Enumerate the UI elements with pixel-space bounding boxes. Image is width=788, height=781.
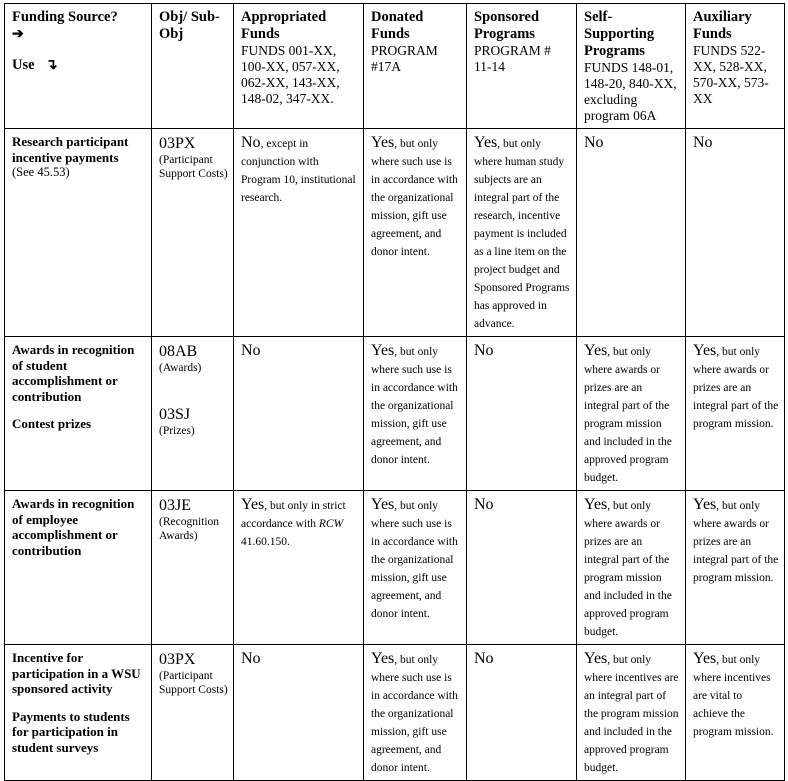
answer-lead: No: [241, 650, 261, 667]
answer-lead: Yes: [371, 650, 395, 667]
answer-detail: , but only where human study subjects are an integral part of the research, incentive payment is included as a line item on the project budget and Sponsored Programs has approved in advance.: [474, 138, 570, 330]
answer-lead: No: [241, 342, 261, 359]
object-code: 03PX: [159, 651, 196, 668]
table-row: [5, 337, 785, 491]
use-main-text: Research participant incentive payments: [12, 134, 129, 165]
answer-lead: Yes: [693, 342, 717, 359]
selfsupporting-cell: [577, 337, 686, 491]
selfsupporting-cell: [577, 129, 686, 337]
answer-lead: No: [474, 496, 494, 513]
answer-lead: No: [474, 650, 494, 667]
header-sponsored-cell: [467, 4, 577, 129]
answer-detail: , but only where awards or prizes are an integral part of the program mission.: [693, 500, 779, 584]
answer-detail: , but only where such use is in accordance with the organizational mission, gift use agreement, and donor intent.: [371, 346, 458, 466]
objsub-cell: [152, 491, 234, 645]
appropriated-cell: [234, 337, 364, 491]
header-objsub-cell: [152, 4, 234, 129]
objsub-label-line2: Obj: [159, 26, 184, 42]
objsub-cell: [152, 129, 234, 337]
answer-lead: Yes: [371, 134, 395, 151]
header-appropriated-cell: [234, 4, 364, 129]
objsub-cell: [152, 645, 234, 781]
appropriated-cell: [234, 645, 364, 781]
sponsored-cell: [467, 491, 577, 645]
auxiliary-cell: [686, 337, 785, 491]
object-code-note: (Recognition Awards): [159, 516, 220, 542]
use-second-text: Contest prizes: [12, 416, 92, 431]
answer-lead: Yes: [241, 496, 265, 513]
answer-detail: , except in conjunction with Program 10, institutional research.: [241, 138, 356, 204]
answer-lead: No: [241, 134, 261, 151]
answer-detail: , but only where awards or prizes are an integral part of the program mission and included in the approved program budget.: [584, 500, 672, 638]
answer-lead: No: [584, 134, 604, 151]
arrow-down-icon: ↴: [45, 57, 58, 73]
selfsupporting-cell: [577, 645, 686, 781]
answer-detail: , but only where such use is in accordance with the organizational mission, gift use agreement, and donor intent.: [371, 138, 458, 258]
donated-detail: PROGRAM #17A: [371, 43, 438, 74]
appropriated-detail: FUNDS 001-XX, 100-XX, 057-XX, 062-XX, 143-XX, 148-02, 347-XX.: [241, 43, 340, 106]
answer-lead: No: [474, 342, 494, 359]
object-code: 08AB: [159, 343, 198, 360]
object-code: 03PX: [159, 135, 196, 152]
funding-use-table: [4, 3, 785, 781]
donated-cell: [364, 645, 467, 781]
use-cell: [5, 129, 152, 337]
use-label: Use ↴: [12, 57, 58, 73]
answer-detail-tail: 41.60.150.: [241, 536, 290, 548]
selfsupporting-detail: FUNDS 148-01, 148-20, 840-XX, excluding program 06A: [584, 60, 677, 123]
arrow-right-icon: ➔: [12, 27, 24, 42]
table-row: [5, 129, 785, 337]
answer-detail: , but only where incentives are vital to achieve the program mission.: [693, 654, 774, 738]
header-donated-cell: [364, 4, 467, 129]
use-note-text: (See 45.53): [12, 165, 70, 179]
appropriated-title: Appropriated Funds: [241, 9, 327, 42]
objsub-label-line1: Obj/ Sub-: [159, 9, 220, 25]
answer-lead: Yes: [371, 342, 395, 359]
answer-detail: , but only where incentives are an integral part of the program mission and included in the approved program budget.: [584, 654, 679, 774]
selfsupporting-cell: [577, 491, 686, 645]
answer-detail: , but only where such use is in accordance with the organizational mission, gift use agreement, and donor intent.: [371, 654, 458, 774]
object-code-secondary-note: (Prizes): [159, 425, 195, 437]
appropriated-cell: [234, 129, 364, 337]
use-main-text: Awards in recognition of student accomplishment or contribution: [12, 342, 135, 404]
use-main-text: Incentive for participation in a WSU sponsored activity: [12, 650, 141, 696]
selfsupporting-title: Self-Supporting Programs: [584, 9, 655, 59]
use-main-text: Awards in recognition of employee accomplishment or contribution: [12, 496, 135, 558]
donated-cell: [364, 129, 467, 337]
sponsored-cell: [467, 129, 577, 337]
use-cell: [5, 491, 152, 645]
use-cell: [5, 337, 152, 491]
answer-lead: Yes: [584, 342, 608, 359]
auxiliary-cell: [686, 491, 785, 645]
header-auxiliary-cell: [686, 4, 785, 129]
object-code: 03JE: [159, 497, 191, 514]
answer-lead: Yes: [371, 496, 395, 513]
donated-cell: [364, 337, 467, 491]
object-code-note: (Participant Support Costs): [159, 670, 228, 696]
answer-lead: Yes: [693, 650, 717, 667]
auxiliary-title: Auxiliary Funds: [693, 9, 752, 42]
answer-lead: Yes: [474, 134, 498, 151]
answer-detail: , but only where awards or prizes are an integral part of the program mission and included in the approved program budget.: [584, 346, 672, 484]
answer-lead: Yes: [584, 650, 608, 667]
donated-title: Donated Funds: [371, 9, 424, 42]
sponsored-cell: [467, 337, 577, 491]
auxiliary-cell: [686, 645, 785, 781]
header-row: [5, 4, 785, 129]
object-code-note: (Awards): [159, 362, 202, 374]
donated-cell: [364, 491, 467, 645]
answer-detail: , but only where awards or prizes are an integral part of the program mission.: [693, 346, 779, 430]
sponsored-detail: PROGRAM # 11-14: [474, 43, 551, 74]
answer-lead: No: [693, 134, 713, 151]
use-second-text: Payments to students for participation in student surveys: [12, 708, 130, 755]
header-selfsupporting-cell: [577, 4, 686, 129]
answer-detail: , but only where such use is in accordance with the organizational mission, gift use agreement, and donor intent.: [371, 500, 458, 620]
use-cell: [5, 645, 152, 781]
object-code-secondary: 03SJ: [159, 406, 191, 423]
funding-source-label: Funding Source?: [12, 9, 118, 25]
objsub-cell: [152, 337, 234, 491]
auxiliary-detail: FUNDS 522-XX, 528-XX, 570-XX, 573-XX: [693, 43, 769, 106]
sponsored-title: Sponsored Programs: [474, 9, 540, 42]
header-funding-use-cell: [5, 4, 152, 129]
auxiliary-cell: [686, 129, 785, 337]
answer-lead: Yes: [693, 496, 717, 513]
object-code-note: (Participant Support Costs): [159, 154, 228, 180]
table-row: [5, 645, 785, 781]
answer-detail: , but only in strict accordance with: [241, 500, 346, 530]
appropriated-cell: [234, 491, 364, 645]
table-row: [5, 491, 785, 645]
answer-lead: Yes: [584, 496, 608, 513]
sponsored-cell: [467, 645, 577, 781]
answer-detail-emphasis: RCW: [318, 518, 344, 530]
